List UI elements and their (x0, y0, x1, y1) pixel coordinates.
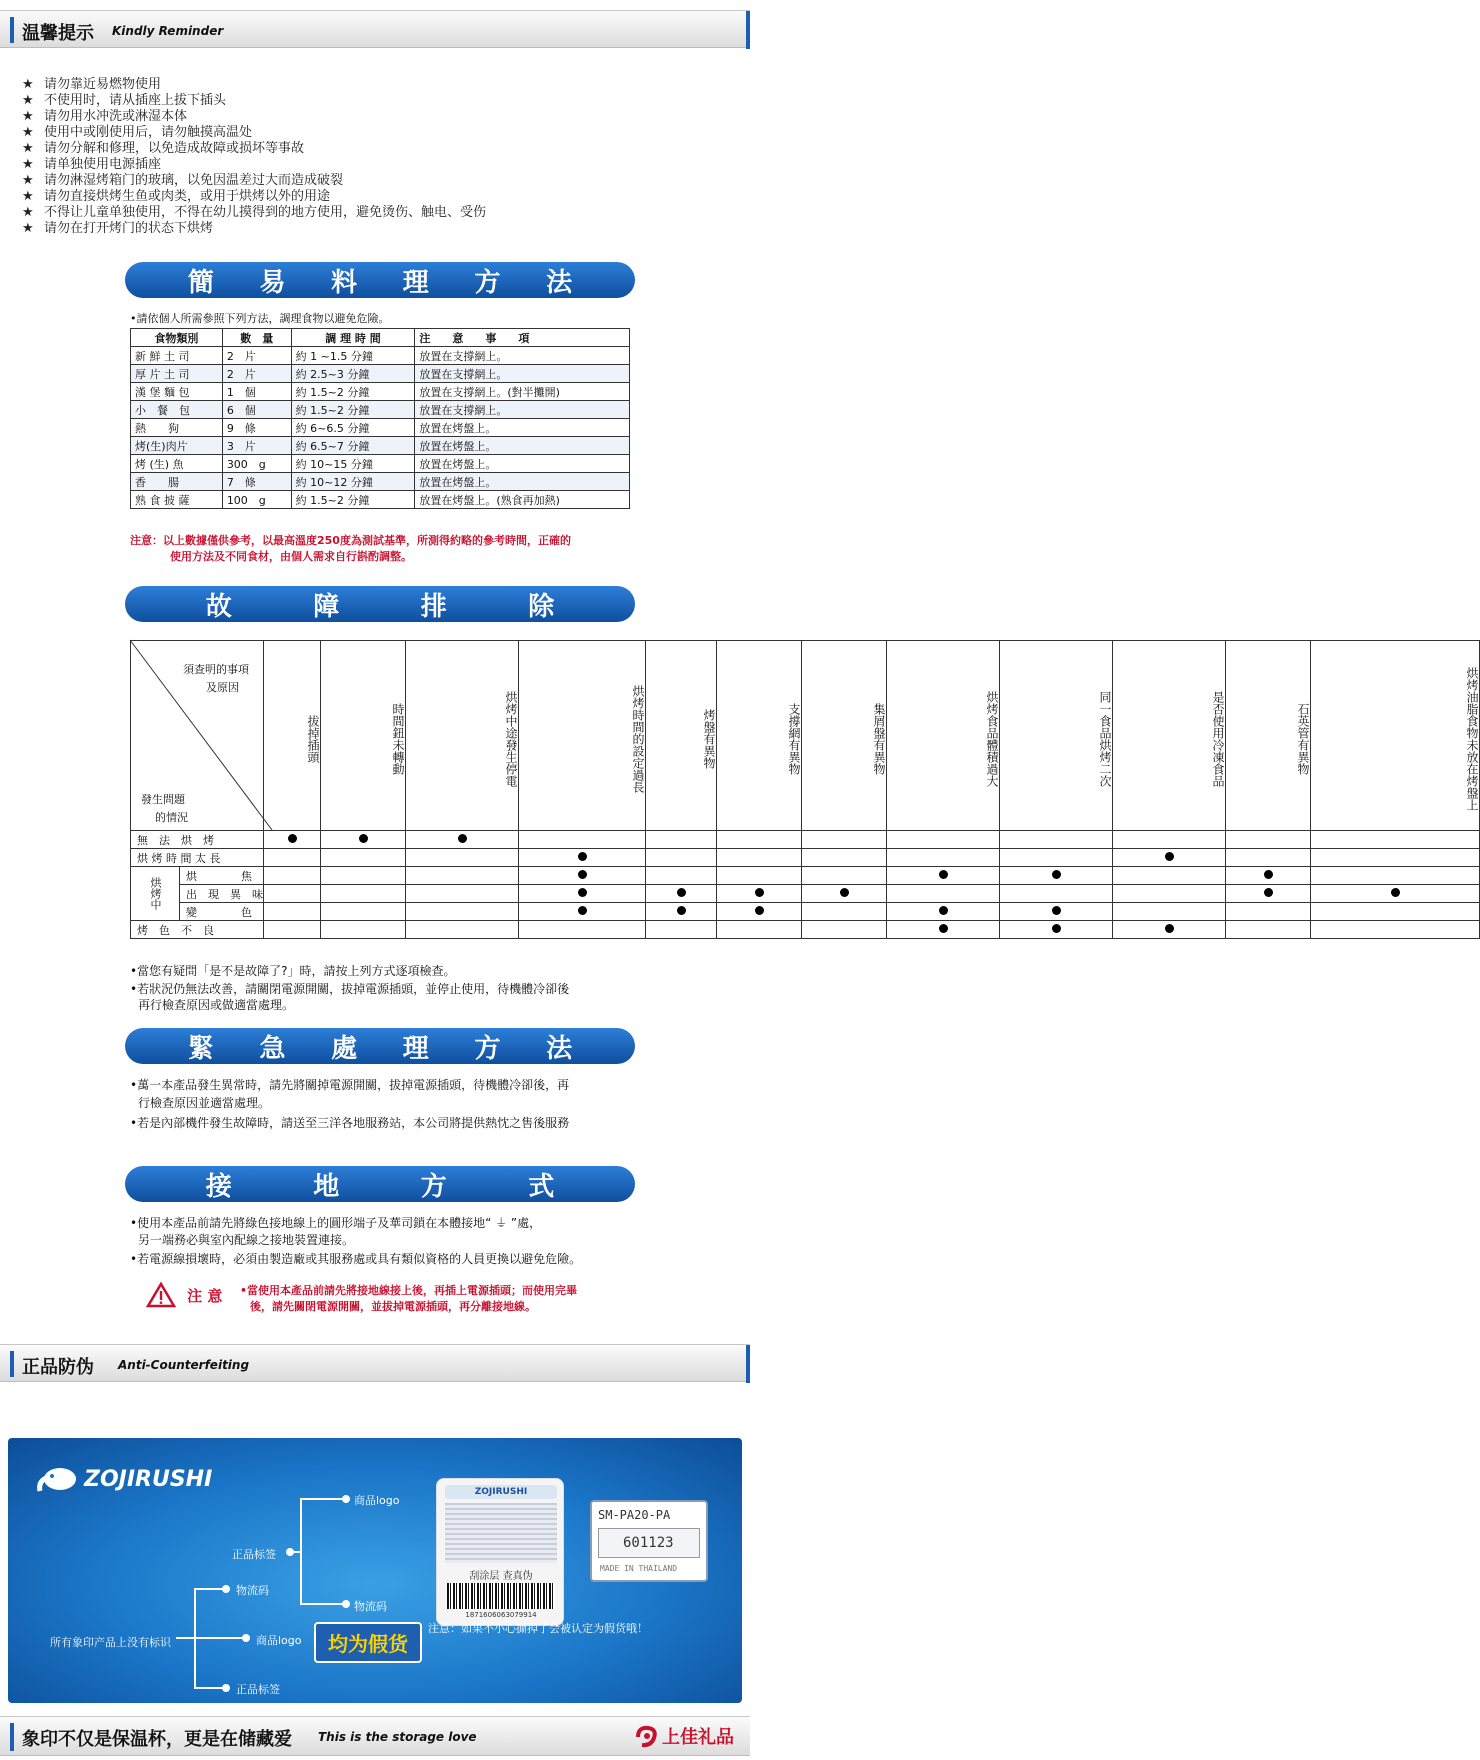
table-row (131, 473, 630, 491)
sticker-print-area (445, 1503, 557, 1563)
table-row (131, 419, 630, 437)
band-char: 簡 (187, 267, 214, 298)
table-cell (717, 831, 802, 849)
star-icon: ★ (22, 77, 34, 92)
emergency-line-2: 行檢查原因並適當處理。 (138, 1096, 271, 1110)
table-cell (887, 867, 1000, 885)
connector-line (194, 1637, 244, 1639)
recipe-warning-2: 使用方法及不同食材，由個人需求自行斟酌調整。 (170, 550, 412, 563)
trouble-table-wrap (130, 640, 1480, 939)
check-dot-icon (939, 870, 948, 879)
table-cell (1000, 867, 1113, 885)
check-dot-icon (1264, 888, 1273, 897)
table-cell (717, 867, 802, 885)
sticker-brand: ZOJIRUSHI (445, 1485, 557, 1499)
table-cell (887, 831, 1000, 849)
list-item: ★ 请勿用水冲洗或淋湿本体 (22, 109, 188, 124)
header-accent-bar (10, 17, 14, 43)
corner-top-label2: 及原因 (206, 681, 239, 694)
section-header-anti-counterfeit (0, 1344, 750, 1382)
serial-box (598, 1528, 700, 1558)
serial-number: 601123 (623, 1535, 674, 1551)
warning-triangle-icon (146, 1282, 176, 1308)
check-dot-icon (840, 888, 849, 897)
connector-line (290, 1551, 302, 1553)
table-cell: 漢 堡 麵 包 (131, 383, 223, 401)
check-dot-icon (1165, 924, 1174, 933)
header-endcap (746, 11, 750, 49)
band-char: 急 (259, 1033, 286, 1064)
table-cell (887, 849, 1000, 867)
section-subtitle: Anti-Counterfeiting (118, 1358, 250, 1372)
cause-header: 同一食品烘烤二次 (1000, 641, 1113, 831)
table-cell (1226, 903, 1311, 921)
band-char: 除 (528, 591, 555, 622)
made-in-text: MADE IN THAILAND (600, 1564, 678, 1573)
cause-header: 烘烤時間的設定過長 (519, 641, 646, 831)
star-icon: ★ (22, 221, 34, 236)
table-cell (1113, 849, 1226, 867)
table-cell (1226, 831, 1311, 849)
table-cell (1311, 849, 1480, 867)
notice-list (22, 77, 486, 237)
trouble-note-2: •若狀況仍無法改善，請關閉電源開關，拔掉電源插頭，並停止使用，待機體冷卻後 (130, 982, 570, 996)
band-char: 理 (402, 1033, 429, 1064)
band-char: 排 (420, 591, 447, 622)
band-char: 法 (546, 1033, 573, 1064)
recipe-band (125, 262, 635, 298)
table-cell (1000, 921, 1113, 939)
connector-dot (242, 1634, 250, 1642)
table-cell (646, 849, 717, 867)
cause-header: 烘烤油脂食物未放在烤盤上 (1311, 641, 1480, 831)
table-cell: 放置在烤盤上。 (415, 455, 630, 473)
section-header-reminder (0, 10, 750, 48)
table-cell: 烤(生)肉片 (131, 437, 223, 455)
cause-header: 拔掉插頭 (264, 641, 321, 831)
logo-text: ZOJIRUSHI (84, 1466, 213, 1492)
band-char: 理 (402, 267, 429, 298)
connector-line (300, 1498, 344, 1500)
table-cell: 放置在烤盤上。 (415, 437, 630, 455)
section-subtitle: Kindly Reminder (112, 24, 224, 38)
column-header: 數 量 (222, 329, 291, 347)
connector-dot (342, 1495, 350, 1503)
table-cell: 2 片 (222, 365, 291, 383)
barcode-number: 1871606063079914 (465, 1611, 537, 1619)
table-cell (1311, 903, 1480, 921)
list-item: ★ 请单独使用电源插座 (22, 157, 162, 172)
table-cell: 約 1 ~1.5 分鐘 (291, 347, 415, 365)
table-cell: 烤 (生) 魚 (131, 455, 223, 473)
connector-line (300, 1603, 344, 1605)
band-char: 易 (259, 267, 286, 298)
table-cell (646, 921, 717, 939)
star-icon: ★ (22, 93, 34, 108)
elephant-icon (34, 1464, 80, 1494)
table-cell (717, 903, 802, 921)
band-char: 方 (474, 267, 501, 298)
check-dot-icon (939, 906, 948, 915)
trouble-band (125, 586, 635, 622)
grounding-line-1: •使用本產品前請先將綠色接地線上的圓形端子及華司鎖在本體接地“ ⏚ ”處， (130, 1216, 542, 1230)
table-cell (887, 885, 1000, 903)
table-cell: 9 條 (222, 419, 291, 437)
check-dot-icon (1391, 888, 1400, 897)
table-cell: 約 1.5~2 分鐘 (291, 491, 415, 509)
grounding-line-3: •若電源線損壞時，必須由製造廠或其服務處或具有類似資格的人員更換以避免危險。 (130, 1252, 582, 1266)
check-dot-icon (677, 906, 686, 915)
table-cell (802, 867, 887, 885)
problem-label: 無 法 烘 烤 (131, 831, 264, 849)
table-cell: 約 6.5~7 分鐘 (291, 437, 415, 455)
section-title: 正品防伪 (22, 1357, 94, 1378)
table-cell: 1 個 (222, 383, 291, 401)
table-cell: 約 1.5~2 分鐘 (291, 383, 415, 401)
table-cell: 約 1.5~2 分鐘 (291, 401, 415, 419)
list-item: ★ 不使用时，请从插座上拔下插头 (22, 93, 227, 108)
star-icon: ★ (22, 109, 34, 124)
band-char: 方 (420, 1171, 447, 1202)
emergency-band (125, 1028, 635, 1064)
cause-header: 烘烤中途發生停電 (406, 641, 519, 831)
check-dot-icon (1052, 906, 1061, 915)
problem-label: 烘 焦 (180, 867, 264, 885)
table-cell (717, 921, 802, 939)
brand-name: 上佳礼品 (662, 1727, 734, 1748)
table-cell (1000, 885, 1113, 903)
table-cell (1000, 903, 1113, 921)
model-number: SM-PA20-PA (598, 1508, 671, 1522)
table-row (131, 365, 630, 383)
zojirushi-logo (34, 1464, 212, 1494)
band-char: 料 (331, 267, 358, 298)
sticker-scratch-text: 刮涂层 查真伪 (469, 1571, 533, 1582)
table-cell (1000, 849, 1113, 867)
band-char: 處 (331, 1033, 358, 1064)
check-dot-icon (1165, 852, 1174, 861)
section-subtitle: This is the storage love (318, 1730, 477, 1744)
section-title: 象印不仅是保温杯，更是在储藏爱 (22, 1729, 292, 1750)
table-cell (1113, 831, 1226, 849)
caution-line-1: •當使用本產品前請先將接地線接上後，再插上電源插頭；而使用完畢 (240, 1284, 578, 1297)
star-icon: ★ (22, 141, 34, 156)
logistics-code-text: 物流码 (354, 1600, 387, 1613)
table-cell (1226, 921, 1311, 939)
fake-badge: 均为假货 (314, 1622, 422, 1663)
table-cell: 3 片 (222, 437, 291, 455)
table-cell (802, 885, 887, 903)
table-row (131, 383, 630, 401)
list-item: ★ 请勿靠近易燃物使用 (22, 77, 162, 92)
table-header-row (131, 329, 630, 347)
table-cell (646, 885, 717, 903)
header-endcap (746, 1345, 750, 1383)
connector-dot (342, 1600, 350, 1608)
table-cell: 300 g (222, 455, 291, 473)
table-cell (646, 867, 717, 885)
star-icon: ★ (22, 125, 34, 140)
table-cell: 2 片 (222, 347, 291, 365)
corner-top-label: 須查明的事項 (183, 663, 249, 676)
brand-mark-icon (632, 1723, 660, 1749)
table-cell (1113, 903, 1226, 921)
cause-header: 是否使用冷凍食品 (1113, 641, 1226, 831)
cause-header: 烘烤食品體積過大 (887, 641, 1000, 831)
table-cell: 7 條 (222, 473, 291, 491)
trouble-note-3: 再行檢查原因或做適當處理。 (138, 998, 295, 1012)
check-dot-icon (1264, 870, 1273, 879)
problem-label: 變 色 (180, 903, 264, 921)
band-char: 地 (313, 1171, 340, 1202)
table-cell (1000, 831, 1113, 849)
cause-header: 支撐網有異物 (717, 641, 802, 831)
column-header: 食物類別 (131, 329, 223, 347)
band-char: 障 (313, 591, 340, 622)
table-cell (887, 921, 1000, 939)
table-cell: 小 餐 包 (131, 401, 223, 419)
connector-line (176, 1637, 194, 1639)
logistics-code-text: 物流码 (236, 1584, 269, 1597)
table-cell (1311, 831, 1480, 849)
table-cell: 約 10~15 分鐘 (291, 455, 415, 473)
table-cell (802, 849, 887, 867)
recipe-table (130, 328, 630, 509)
check-dot-icon (1052, 870, 1061, 879)
table-cell: 放置在烤盤上。(熟食再加熱) (415, 491, 630, 509)
band-char: 法 (546, 267, 573, 298)
table-cell (1311, 885, 1480, 903)
corner-bottom-label2: 的情況 (155, 811, 188, 824)
column-header: 調 理 時 間 (291, 329, 415, 347)
column-header: 注 意 事 項 (415, 329, 630, 347)
header-accent-bar (10, 1351, 14, 1377)
table-cell: 約 10~12 分鐘 (291, 473, 415, 491)
check-dot-icon (755, 888, 764, 897)
table-cell: 新 鮮 土 司 (131, 347, 223, 365)
grounding-line-2: 另一端務必與室內配線之接地裝置連接。 (138, 1233, 355, 1247)
connector-dot (222, 1684, 230, 1692)
table-row (131, 347, 630, 365)
check-dot-icon (677, 888, 686, 897)
table-cell (802, 831, 887, 849)
band-char: 緊 (187, 1033, 214, 1064)
no-label-text: 所有象印产品上没有标识 (50, 1636, 171, 1649)
table-cell: 放置在支撐網上。 (415, 365, 630, 383)
cause-header: 時間鈕未轉動 (321, 641, 406, 831)
table-cell (646, 903, 717, 921)
table-cell: 熱 狗 (131, 419, 223, 437)
table-cell: 放置在支撐網上。 (415, 347, 630, 365)
connector-dot (222, 1585, 230, 1593)
list-item: ★ 请勿在打开烤门的状态下烘烤 (22, 221, 214, 236)
table-cell: 約 6~6.5 分鐘 (291, 419, 415, 437)
grounding-band (125, 1166, 635, 1202)
band-char: 式 (528, 1171, 555, 1202)
table-cell: 厚 片 土 司 (131, 365, 223, 383)
genuine-label-text: 正品标签 (236, 1683, 280, 1696)
table-cell: 100 g (222, 491, 291, 509)
check-dot-icon (755, 906, 764, 915)
table-cell: 放置在烤盤上。 (415, 419, 630, 437)
table-cell: 放置在支撐網上。 (415, 401, 630, 419)
problem-label: 烤 色 不 良 (131, 921, 264, 939)
table-cell (1311, 921, 1480, 939)
header-accent-bar (10, 1723, 14, 1751)
corner-cell (131, 641, 264, 831)
table-row (131, 455, 630, 473)
caution-line-2: 後，請先關閉電源開關，並拔掉電源插頭，再分離接地線。 (250, 1300, 536, 1313)
recipe-warning-1: 注意：以上數據僅供參考，以最高溫度250度為測試基準，所測得約略的參考時間，正確的 (130, 534, 571, 547)
brand-logo-text: 商品logo (256, 1634, 302, 1647)
genuine-label-text: 正品标签 (232, 1548, 276, 1561)
table-cell (887, 903, 1000, 921)
table-row (131, 491, 630, 509)
genuine-sticker (436, 1478, 564, 1626)
band-char: 接 (205, 1171, 232, 1202)
table-cell: 放置在支撐網上。(對半攤開) (415, 383, 630, 401)
table-cell (1226, 849, 1311, 867)
table-cell (1311, 867, 1480, 885)
barcode (447, 1583, 555, 1609)
list-item: ★ 请勿分解和修理，以免造成故障或损坏等事故 (22, 141, 305, 156)
table-cell (1113, 885, 1226, 903)
section-header-storage (0, 1716, 750, 1756)
band-char: 故 (205, 591, 232, 622)
caution-label: 注 意 (187, 1286, 223, 1305)
check-dot-icon (1052, 924, 1061, 933)
emergency-line-1: •萬一本產品發生異常時，請先將關掉電源開關，拔掉電源插頭，待機體冷卻後，再 (130, 1078, 570, 1092)
table-cell (1113, 867, 1226, 885)
table-cell (1226, 867, 1311, 885)
section-title: 温馨提示 (22, 23, 94, 44)
table-row (131, 437, 630, 455)
problem-label: 烘 烤 時 間 太 長 (131, 849, 264, 867)
brand-logo-text: 商品logo (354, 1494, 400, 1507)
cause-header: 石英管有異物 (1226, 641, 1311, 831)
star-icon: ★ (22, 205, 34, 220)
table-cell: 6 個 (222, 401, 291, 419)
list-item: ★ 请勿直接烘烤生鱼或肉类，或用于烘烤以外的用途 (22, 189, 331, 204)
emergency-line-3: •若是內部機件發生故障時，請送至三洋各地服務站，本公司將提供熱忱之售後服務 (130, 1116, 570, 1130)
table-cell (1113, 921, 1226, 939)
table-cell (802, 903, 887, 921)
table-cell: 放置在烤盤上。 (415, 473, 630, 491)
group-label: 烘烤中 (131, 867, 180, 921)
list-item: ★ 请勿淋湿烤箱门的玻璃，以免因温差过大而造成破裂 (22, 173, 344, 188)
star-icon: ★ (22, 189, 34, 204)
table-cell (717, 849, 802, 867)
connector-line (194, 1588, 224, 1590)
connector-line (194, 1687, 224, 1689)
table-cell: 約 2.5~3 分鐘 (291, 365, 415, 383)
check-dot-icon (939, 924, 948, 933)
table-cell: 熟 食 披 薩 (131, 491, 223, 509)
table-row (131, 401, 630, 419)
brand-logo (632, 1723, 734, 1749)
cause-header: 烤盤有異物 (646, 641, 717, 831)
table-cell (717, 885, 802, 903)
recipe-intro: •請依個人所需參照下列方法，調理食物以避免危險。 (130, 312, 390, 325)
caution-block (146, 1282, 222, 1308)
star-icon: ★ (22, 157, 34, 172)
trouble-note-1: •當您有疑問「是不是故障了?」時，請按上列方式逐項檢查。 (130, 964, 456, 978)
table-cell (802, 921, 887, 939)
band-char: 方 (474, 1033, 501, 1064)
tear-warning: 注意：如果不小心撕掉了会被认定为假货哦！ (428, 1622, 648, 1635)
problem-label: 出 現 異 味 (180, 885, 264, 903)
table-cell (1226, 885, 1311, 903)
list-item: ★ 使用中或刚使用后，请勿触摸高温处 (22, 125, 253, 140)
anti-counterfeit-panel (8, 1438, 742, 1703)
table-cell: 香 腸 (131, 473, 223, 491)
corner-bottom-label: 發生問題 (141, 793, 185, 806)
star-icon: ★ (22, 173, 34, 188)
model-card (590, 1500, 708, 1582)
list-item: ★ 不得让儿童单独使用，不得在幼儿摸得到的地方使用，避免烫伤、触电、受伤 (22, 205, 487, 220)
table-cell (646, 831, 717, 849)
cause-header: 集屑盤有異物 (802, 641, 887, 831)
